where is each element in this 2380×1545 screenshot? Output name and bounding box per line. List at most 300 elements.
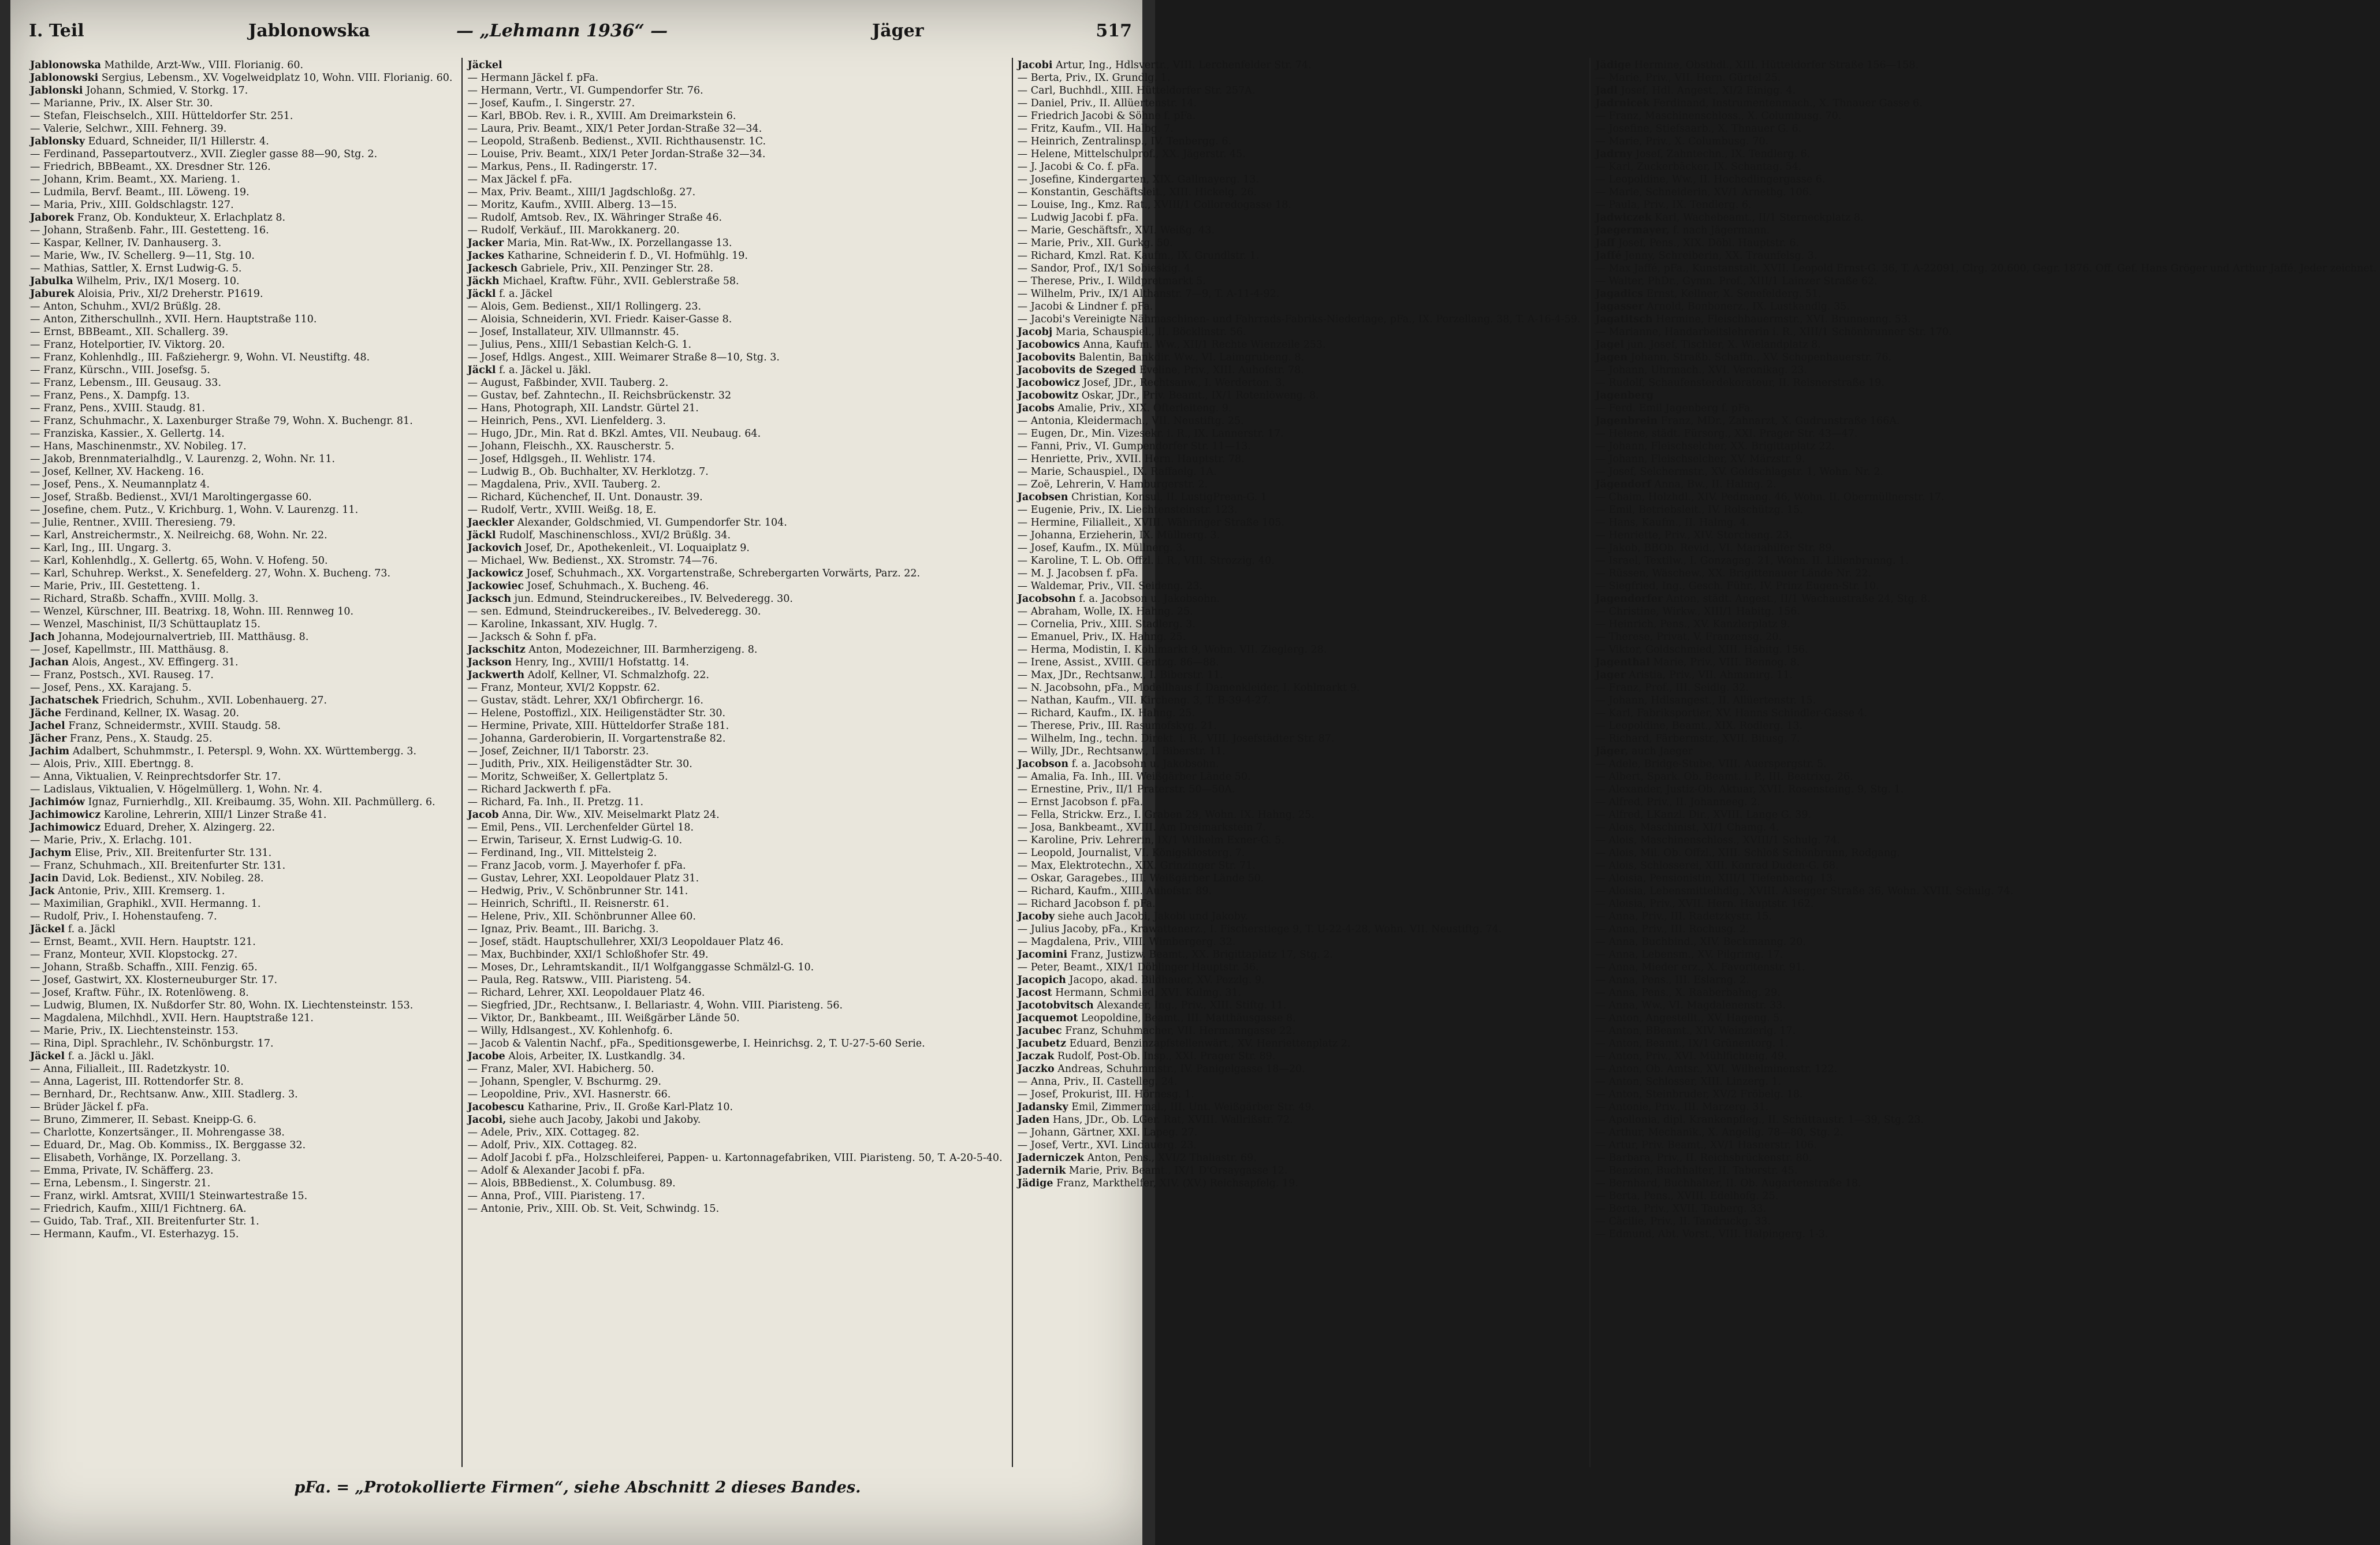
entry-details: — Anton, Schlosser, XIII. Linzerg. 1.: [1595, 1076, 1782, 1088]
directory-entry: [30, 847, 452, 859]
entry-details: — Johann, Krim. Beamt., XX. Marieng. 1.: [30, 174, 240, 185]
entry-surname: Jaff: [1595, 237, 1615, 249]
directory-entry: [467, 415, 1002, 427]
directory-entry: [1595, 770, 2377, 783]
entry-details: — Alexander, Justiz-Ob. Aktuar, XVII. Rosensteing. 9, Stg. 1.: [1595, 784, 1904, 795]
entry-surname: Jachimów: [30, 796, 85, 808]
directory-entry: [1018, 656, 1581, 669]
entry-surname: Jachimowicz: [30, 809, 101, 821]
directory-entry: [1595, 1025, 2377, 1037]
directory-entry: [30, 758, 452, 770]
entry-details: — Jacobi & Lindner f. pFa.: [1017, 301, 1153, 312]
entry-details: Anton, städt. Angest., II/1 Wachaustraße 24, Stg. 8.: [1663, 593, 1931, 605]
entry-details: Eduard, Benzinzapfstellenwärt., XV. Henriettenplatz 2.: [1066, 1038, 1351, 1049]
directory-entry: [30, 237, 452, 250]
entry-details: — Julius, Pens., XIII/1 Sebastian Kelch-G. 1.: [467, 339, 692, 351]
directory-entry: [1018, 1063, 1581, 1075]
directory-entry: [467, 631, 1002, 643]
directory-entry: [467, 885, 1002, 898]
directory-entry: [1595, 275, 2377, 288]
entry-details: — Josef, Kraftw. Führ., IX. Rotenlöweng. 8.: [30, 987, 249, 999]
directory-entry: [30, 1126, 452, 1139]
entry-details: — Daniel, Priv., II. Allüertenstr. 14.: [1017, 98, 1197, 109]
entry-details: — Carl, Buchhdl., XIII. Hütteldorfer Str. 257A.: [1017, 85, 1256, 96]
entry-details: — Anna, Buchbind., XIV. Beckmanng. 20.: [1595, 936, 1806, 948]
directory-entry: [467, 110, 1002, 122]
directory-entry: [30, 110, 452, 122]
entry-details: — Johann, Fleischselcher, XX. Brigittaplatz 22.: [1595, 441, 1835, 452]
directory-entry: [467, 122, 1002, 135]
directory-entry: [467, 821, 1002, 834]
directory-entry: [1018, 440, 1581, 453]
directory-entry: [1595, 453, 2377, 466]
directory-entry: [1018, 224, 1581, 237]
directory-entry: [467, 872, 1002, 885]
entry-details: — Rudolf, Schaufensterdekorateur, II. Reisnerstraße 19.: [1595, 377, 1884, 389]
directory-entry: [1595, 1088, 2377, 1101]
entry-details: Emil, Zimmermal., III. Unt. Weißgärber Str. 49.: [1068, 1101, 1315, 1113]
entry-details: Eduard, Schneider, II/1 Hillerstr. 4.: [85, 136, 269, 147]
directory-entry: [467, 173, 1002, 186]
entry-surname: Jagasser: [1595, 301, 1644, 312]
directory-entry: [1018, 262, 1581, 275]
directory-entry: [467, 745, 1002, 758]
directory-entry: [1018, 643, 1581, 656]
directory-entry: [1595, 758, 2377, 770]
directory-entry: [30, 720, 452, 732]
page-header: [29, 21, 1132, 50]
directory-entry: [467, 554, 1002, 567]
directory-entry: [1018, 1164, 1581, 1177]
entry-details: — Ernst Jacobson f. pFa.: [1017, 796, 1144, 808]
entry-surname: Jäckl: [467, 530, 496, 541]
directory-entry: [1018, 389, 1581, 402]
entry-details: — Moritz, Schweißer, X. Gellertplatz 5.: [467, 771, 668, 783]
directory-entry: [1018, 1126, 1581, 1139]
entry-details: — Adele, Priv., XIX. Cottageg. 82.: [467, 1127, 640, 1138]
entry-details: — Jakob, BBOb. Revid., VI. Mariahilfer Str. 89.: [1595, 542, 1835, 554]
directory-entry: [1018, 148, 1581, 161]
entry-details: — Hans, Photograph, XII. Landstr. Gürtel 21.: [467, 403, 699, 414]
directory-entry: [1595, 288, 2377, 300]
directory-entry: [467, 910, 1002, 923]
entry-details: Josef, Schuhmach., X. Bucheng. 46.: [524, 580, 709, 592]
entry-details: Leopoldine, Beamt., III. Matthäusgasse 8.: [1078, 1012, 1296, 1024]
entry-details: — Wenzel, Kürschner, III. Beatrixg. 18, Wohn. III. Rennweg 10.: [30, 606, 354, 617]
entry-details: David, Lok. Bedienst., XIV. Nobileg. 28.: [58, 873, 264, 884]
entry-details: — Helene, Postoffizl., XIX. Heiligenstädter Str. 30.: [467, 708, 726, 719]
directory-entry: [467, 338, 1002, 351]
directory-entry: [467, 1164, 1002, 1177]
directory-entry: [30, 415, 452, 427]
entry-details: — Johann, Fleischh., XX. Rauscherstr. 5.: [467, 441, 675, 452]
directory-entry: [467, 300, 1002, 313]
directory-entry: [467, 694, 1002, 707]
directory-entry: [30, 72, 452, 84]
entry-details: — Jakob, Brennmaterialhdlg., V. Laurenzg. 2, Wohn. Nr. 11.: [30, 453, 336, 465]
entry-details: — Aloisia, Priv., XVII. Hern. Hauptstr. 162.: [1595, 898, 1814, 910]
directory-entry: [467, 1050, 1002, 1063]
entry-details: Johann, Straßb. Schaffn., XV. Schopenhauerstr. 76.: [1627, 352, 1892, 363]
entry-details: — Richard Jacobson f. pFa.: [1017, 898, 1156, 910]
entry-details: — Rina, Dipl. Sprachlehr., IV. Schönburgstr. 17.: [30, 1038, 274, 1049]
directory-entry: [467, 796, 1002, 809]
directory-entry: [1018, 377, 1581, 389]
entry-details: — Heinrich, Pens., XVI. Lienfelderg. 3.: [467, 415, 666, 427]
entry-details: — Marie, Geschäftsfr., XVI. Weißg. 43.: [1017, 225, 1215, 236]
entry-surname: Jagatitsch: [1595, 314, 1653, 325]
entry-details: — Leopoldine, Priv., XVI. Hasnerstr. 66.: [467, 1089, 671, 1100]
entry-details: — Josef, Kellner, XV. Hackeng. 16.: [30, 466, 204, 478]
entry-surname: Jäger,: [1595, 746, 1629, 757]
entry-details: Ferdinand, Kellner, IX. Wasag. 20.: [61, 708, 240, 719]
directory-entry: [1018, 936, 1581, 948]
directory-entry: [467, 440, 1002, 453]
directory-entry: [1595, 173, 2377, 186]
entry-details: — Hermine, Filialleit., XVIII. Währinger Straße 105.: [1017, 517, 1285, 528]
entry-surname: Jacobovits de Szeged: [1017, 364, 1137, 376]
directory-entry: [467, 351, 1002, 364]
entry-details: — Ernst, Beamt., XVII. Hern. Hauptstr. 121.: [30, 936, 256, 948]
entry-details: — Paula, Reg. Ratsww., VIII. Piaristeng. 54.: [467, 974, 691, 986]
entry-details: Anton, Modezeichner, III. Barmherzigeng. 8.: [525, 644, 758, 656]
directory-entry: [30, 1063, 452, 1075]
entry-details: — Max, Elektrotechn., XIX. Grinzinger Str. 71.: [1017, 860, 1256, 872]
entry-surname: Jackovich: [467, 542, 522, 554]
directory-entry: [1018, 351, 1581, 364]
entry-details: — Antonie, Priv., XIII. Ob. St. Veit, Schwindg. 15.: [467, 1203, 720, 1215]
directory-entry: [30, 148, 452, 161]
entry-details: f. a. Jäckel: [496, 288, 553, 300]
directory-entry: [1018, 872, 1581, 885]
directory-entry: [1018, 453, 1581, 466]
entry-details: — Richard, Kaufm., XIII. Auhofstr. 89.: [1017, 885, 1212, 897]
entry-details: — Paula, Priv., IX. Tendlerg. 6.: [1595, 199, 1752, 211]
directory-entry: [1018, 694, 1581, 707]
entry-details: jun. Edmund, Steindruckereibes., IV. Belvederegg. 30.: [511, 593, 793, 605]
entry-details: — Irene, Assist., XVIII. Gentzg. 86—88.: [1017, 657, 1219, 668]
directory-entry: [1595, 72, 2377, 84]
directory-entry: [1595, 605, 2377, 618]
directory-entry: [1595, 135, 2377, 148]
directory-entry: [30, 1177, 452, 1190]
directory-entry: [1595, 986, 2377, 999]
entry-details: — Julius Jacoby, pFa., Krawattenerz., I. Fischerstiege 9, T. U-22-4-28, Wohn. VII. Neustiftg. 74.: [1017, 924, 1502, 935]
entry-surname: Jackesch: [467, 263, 518, 274]
directory-entry: [30, 783, 452, 796]
directory-entry: [467, 1203, 1002, 1215]
entry-surname: Jäckel: [467, 59, 502, 71]
entry-surname: Jagel: [1595, 339, 1625, 351]
directory-entry: [30, 542, 452, 554]
directory-entry: [1595, 809, 2377, 821]
entry-details: — Christine, Wirkw., XIII/1 Habitg. 156.: [1595, 606, 1800, 617]
entry-details: — Hermann, Kaufm., VI. Esterhazyg. 15.: [30, 1228, 239, 1240]
directory-entry: [467, 1075, 1002, 1088]
directory-entry: [467, 377, 1002, 389]
entry-details: — Karoline, Inkassant, XIV. Huglg. 7.: [467, 619, 658, 630]
entry-details: Rudolf, Post-Ob. Insp., XXI. Prager Str. 89.: [1054, 1051, 1276, 1062]
entry-details: — Markus, Pens., II. Radingerstr. 17.: [467, 161, 657, 173]
entry-details: — Josefine, chem. Putz., V. Krichburg. 1, Wohn. V. Laurenzg. 11.: [30, 504, 359, 516]
entry-details: — Berta, Pens., XVIII. Edelhofg. 25.: [1595, 1190, 1779, 1202]
entry-surname: Jadwiczek: [1595, 212, 1652, 224]
directory-entry: [467, 224, 1002, 237]
directory-entry: [1595, 1037, 2377, 1050]
directory-entry: [1018, 999, 1581, 1012]
directory-entry: [1018, 326, 1581, 338]
entry-details: Ferdinand, Instrumentenmach., X. Thnauer Gasse 6.: [1649, 98, 1923, 109]
directory-entry: [30, 605, 452, 618]
directory-entry: [1595, 732, 2377, 745]
entry-details: — Marie, Ww., IV. Schellerg. 9—11, Stg. 10.: [30, 250, 255, 262]
entry-surname: Jachel: [30, 720, 65, 732]
directory-entry: [1018, 199, 1581, 211]
directory-entry: [467, 948, 1002, 961]
directory-entry: [30, 59, 452, 72]
entry-surname: Jachim: [30, 746, 70, 757]
entry-details: — Nathan, Kaufm., VII. Kircheng. 3, T. B-39-4-27.: [1017, 695, 1271, 706]
directory-entry: [1018, 847, 1581, 859]
directory-entry: [1018, 84, 1581, 97]
directory-entry: [467, 364, 1002, 377]
directory-entry: [30, 986, 452, 999]
entry-details: — Johann, Uhrmach., XVI. Veronikag. 23.: [1595, 364, 1808, 376]
entry-details: — Josef, Gastwirt, XX. Klosterneuburger Str. 17.: [30, 974, 278, 986]
entry-details: Hermine, Obsthdl., XIII. Hütteldorfer Straße 156—158.: [1631, 59, 1919, 71]
entry-details: — Josef, Zeichner, II/1 Taborstr. 23.: [467, 746, 649, 757]
entry-details: Hermine, Fleischhauermstr., XVI. Brunnenng. 53.: [1652, 314, 1911, 325]
entry-details: Jacopo, akad. Bildhauer, XV. Pezzlg. 9.: [1066, 974, 1265, 986]
directory-entry: [1595, 466, 2377, 478]
directory-entry: [1595, 84, 2377, 97]
entry-surname: Jaeckler: [467, 517, 514, 528]
directory-entry: [30, 1075, 452, 1088]
entry-details: Franz, Schneidermstr., XVIII. Staudg. 58.: [65, 720, 281, 732]
entry-details: — Marie, Schneiderin, XV/1 Arnethg. 106.: [1595, 187, 1812, 198]
directory-entry: [467, 1101, 1002, 1114]
entry-details: — Antonie, Priv., III. Marzerg. 31.: [1595, 1101, 1769, 1113]
directory-entry: [467, 402, 1002, 415]
entry-details: — Viktor, Dr., Bankbeamt., III. Weißgärber Lände 50.: [467, 1012, 740, 1024]
directory-entry: [1018, 250, 1581, 262]
header-left-name: Jablonowska: [248, 21, 370, 41]
entry-details: — Karl, Schuhrep. Werkst., X. Senefelderg. 27, Wohn. X. Bucheng. 73.: [30, 568, 391, 579]
entry-surname: Jackschitz: [467, 644, 526, 656]
directory-entry: [30, 161, 452, 173]
directory-entry: [1595, 669, 2377, 682]
directory-entry: [30, 364, 452, 377]
entry-surname: Jacobsen: [1017, 492, 1068, 503]
directory-entry: [1595, 593, 2377, 605]
directory-entry: [467, 326, 1002, 338]
entry-details: — Marie, Priv., X. Columbusg. 70.: [1595, 136, 1769, 147]
entry-details: Franz, Ob. Kondukteur, X. Erlachplatz 8.: [74, 212, 286, 224]
entry-details: Johann, Schmied, V. Storkg. 17.: [83, 85, 248, 96]
entry-details: Balentin, Bankdir. Ww., VI. Laimgrubeng. 8.: [1075, 352, 1305, 363]
directory-entry: [30, 1139, 452, 1152]
entry-details: — Johann, Gärtner, XXI. Lapeg. 27.: [1017, 1127, 1198, 1138]
entry-details: — Anton, Ob. Amtsr., XVI. Wilhelminenstr. 122.: [1595, 1063, 1838, 1075]
entry-details: — Josef, Kaufm., I. Singerstr. 27.: [467, 98, 635, 109]
entry-details: Franz, MDr., Zahnarzt, X. Gudrunstraße 166A.: [1658, 415, 1900, 427]
directory-entry: [1595, 720, 2377, 732]
directory-entry: [467, 161, 1002, 173]
entry-details: — Richard, Kaufm., IX. Hahng. 25.: [1017, 708, 1195, 719]
directory-entry: [1018, 809, 1581, 821]
directory-entry: [1018, 364, 1581, 377]
directory-entry: [30, 504, 452, 516]
entry-surname: Jabulka: [30, 276, 73, 287]
directory-entry: [1018, 783, 1581, 796]
entry-surname: Jablonsky: [30, 136, 85, 147]
directory-entry: [1018, 898, 1581, 910]
entry-details: — Fella, Strickw. Erz., I. Graben 29, Wohn. IX. Hahng. 25.: [1017, 809, 1314, 821]
entry-details: — Anton, Priv., XVI. Mühlfichteig. 49.: [1595, 1051, 1787, 1062]
entry-details: — Johanna, Erzieherin, IX. Müllnerg. 3.: [1017, 530, 1220, 541]
entry-details: — Edmund, Abt. Vorst., VIII. Halpingerg. 1-3.: [1595, 1228, 1828, 1240]
entry-details: — Alois, Mil. Ob. Offzl., XIII. Schloß Schönbrunn, Rodgang.: [1595, 847, 1900, 859]
directory-entry: [467, 898, 1002, 910]
entry-details: — N. Jacobsohn, pFa., Modellhaus f. Damenkleider, I. Kohlmarkt 9.: [1017, 682, 1360, 694]
directory-entry: [30, 377, 452, 389]
entry-surname: Jäckl: [467, 364, 496, 376]
entry-details: — Johann, Straßb. Schaffn., XIII. Fenzig. 65.: [30, 962, 258, 973]
directory-entry: [1018, 237, 1581, 250]
directory-entry: [467, 199, 1002, 211]
entry-surname: Jackson: [467, 657, 512, 668]
entry-details: — Marie, Priv., XII. Gurkg. 50.: [1017, 237, 1173, 249]
entry-details: — Valerie, Selchwr., XIII. Fehnerg. 39.: [30, 123, 227, 135]
entry-details: Michael, Kraftw. Führ., XVII. Geblerstraße 58.: [499, 276, 739, 287]
directory-entry: [1018, 859, 1581, 872]
entry-details: — Max Jäckel f. pFa.: [467, 174, 572, 185]
directory-entry: [1018, 1025, 1581, 1037]
directory-entry: [1595, 682, 2377, 694]
directory-entry: [30, 300, 452, 313]
entry-details: — Wilhelm, Ing., techn. Direkt. i. R., VIII. Josefstädter Str. 87.: [1017, 733, 1335, 744]
entry-details: — Anton, BBeamt., XIV. Weinzierlg. 17.: [1595, 1025, 1796, 1037]
entry-details: — Josef, Kapellmstr., III. Matthäusg. 8.: [30, 644, 229, 656]
entry-details: — Josa, Bankbeamt., XVIII. Am Dreimarkstein 7.: [1017, 822, 1266, 833]
entry-details: — Ignaz, Priv. Beamt., III. Barichg. 3.: [467, 924, 659, 935]
directory-entry: [1018, 593, 1581, 605]
entry-details: — Artur, Priv. Beamt., XV/1 Hasnerstr. 106.: [1595, 1140, 1817, 1151]
directory-entry: [30, 1203, 452, 1215]
entry-details: — Gustav, bef. Zahntechn., II. Reichsbrückenstr. 32: [467, 390, 732, 401]
entry-details: — Josefine, Stiefsaarb., X. Thnauer G. 6.: [1595, 123, 1802, 135]
entry-details: Jenny, Schreiberin, XX. Traunfelsg. 3.: [1621, 250, 1817, 262]
entry-surname: Jackowicz: [467, 568, 523, 579]
entry-details: — Brüder Jäckel f. pFa.: [30, 1101, 149, 1113]
entry-details: Antonie, Priv., XIII. Kremserg. 1.: [54, 885, 225, 897]
directory-entry: [30, 224, 452, 237]
entry-details: — Eduard, Dr., Mag. Ob. Kommiss., IX. Berggasse 32.: [30, 1140, 306, 1151]
entry-surname: Jägendorf: [1595, 479, 1651, 490]
entry-details: — Franz, Hotelportier, IV. Viktorg. 20.: [30, 339, 225, 351]
directory-entry: [1595, 859, 2377, 872]
directory-entry: [30, 809, 452, 821]
directory-entry: [30, 1025, 452, 1037]
entry-surname: Jäckh: [467, 276, 500, 287]
entry-details: — Henriette, Priv., XVII. Hern. Hauptstr. 78.: [1017, 453, 1245, 465]
directory-entry: [30, 898, 452, 910]
directory-entry: [467, 974, 1002, 986]
entry-details: — Franz Jacob, vorm. J. Mayerhofer f. pFa.: [467, 860, 686, 872]
directory-entry: [1595, 1190, 2377, 1203]
directory-entry: [30, 872, 452, 885]
entry-surname: Jacost: [1017, 987, 1052, 999]
directory-entry: [467, 1063, 1002, 1075]
directory-entry: [30, 389, 452, 402]
entry-details: — Marie, Priv., III. Gestetteng. 1.: [30, 580, 200, 592]
directory-entry: [1595, 427, 2377, 440]
column-2: [461, 58, 1005, 1467]
entry-surname: Jacobs: [1017, 403, 1055, 414]
entry-details: — Marie, Priv., X. Erlachg. 101.: [30, 835, 192, 846]
entry-details: — Johann, Straßenb. Fahr., III. Gestetteng. 16.: [30, 225, 269, 236]
directory-entry: [30, 326, 452, 338]
entry-details: — Anton, Schuhm., XVI/2 Brüßlg. 28.: [30, 301, 221, 312]
entry-details: — Josef, Pens., X. Neumannplatz 4.: [30, 479, 210, 490]
directory-entry: [1018, 161, 1581, 173]
directory-entry: [1018, 186, 1581, 199]
entry-details: — Josef, Hdlgsgeh., II. Wehlistr. 174.: [467, 453, 656, 465]
entry-details: — Anna, Mieder erz., X. Favoritenstr. 91.: [1595, 962, 1805, 973]
directory-entry: [1018, 732, 1581, 745]
entry-details: — Franz, Pens., XVIII. Staudg. 81.: [30, 403, 205, 414]
directory-entry: [30, 211, 452, 224]
entry-details: — Franz, Pens., X. Dampfg. 13.: [30, 390, 190, 401]
entry-details: — Judith, Priv., XIX. Heiligenstädter Str. 30.: [467, 758, 692, 770]
directory-entry: [1018, 720, 1581, 732]
directory-entry: [1018, 1050, 1581, 1063]
directory-entry: [30, 453, 452, 466]
entry-details: Karl, Wachebeamt., II/1 Sterneckplatz 8.: [1651, 212, 1864, 224]
entry-details: — Anna, Pens., X. Raaberbahng. 29.: [1595, 987, 1781, 999]
entry-details: — Therese, Priv., I. Wildpretmarkt 5.: [1017, 276, 1206, 287]
entry-details: — Willy, Hdlsangest., XV. Kohlenhofg. 6.: [467, 1025, 673, 1037]
entry-surname: Jach: [30, 631, 55, 643]
directory-entry: [30, 1037, 452, 1050]
directory-entry: [1018, 338, 1581, 351]
directory-entry: [1018, 288, 1581, 300]
directory-entry: [1018, 427, 1581, 440]
entry-details: — Bruno, Zimmerer, II. Sebast. Kneipp-G. 6.: [30, 1114, 256, 1126]
directory-entry: [1595, 161, 2377, 173]
directory-entry: [30, 1050, 452, 1063]
directory-entry: [1018, 1088, 1581, 1101]
directory-entry: [1595, 643, 2377, 656]
entry-details: — Rudolf, Priv., I. Hohenstaufeng. 7.: [30, 911, 217, 922]
entry-details: f. a. Jacobsohn u. Jakobsohn.: [1068, 758, 1219, 770]
directory-entry: [467, 593, 1002, 605]
entry-details: — Berta, Priv., IX. Grundlg. 1.: [1017, 72, 1171, 84]
entry-details: — Heinrich, Zentralinsp., IV. Tenbergg. 6.: [1017, 136, 1232, 147]
directory-entry: [467, 262, 1002, 275]
entry-details: — Anna, Lagerist, III. Rottendorfer Str. 8.: [30, 1076, 244, 1088]
directory-entry: [1595, 948, 2377, 961]
entry-details: — Fritz, Kaufm., VII. Halbg. 7.: [1017, 123, 1174, 135]
directory-entry: [1018, 1037, 1581, 1050]
entry-details: — Louise, Priv. Beamt., XIX/1 Peter Jordan-Straße 32—34.: [467, 148, 766, 160]
directory-entry: [1595, 554, 2377, 567]
directory-entry: [1595, 478, 2377, 491]
entry-details: — Richard Jackwerth f. pFa.: [467, 784, 612, 795]
entry-details: — Marianne, Priv., IX. Alser Str. 30.: [30, 98, 213, 109]
entry-details: — Ferdinand, Passepartoutverz., XVII. Ziegler gasse 88—90, Stg. 2.: [30, 148, 378, 160]
directory-entry: [1595, 237, 2377, 250]
